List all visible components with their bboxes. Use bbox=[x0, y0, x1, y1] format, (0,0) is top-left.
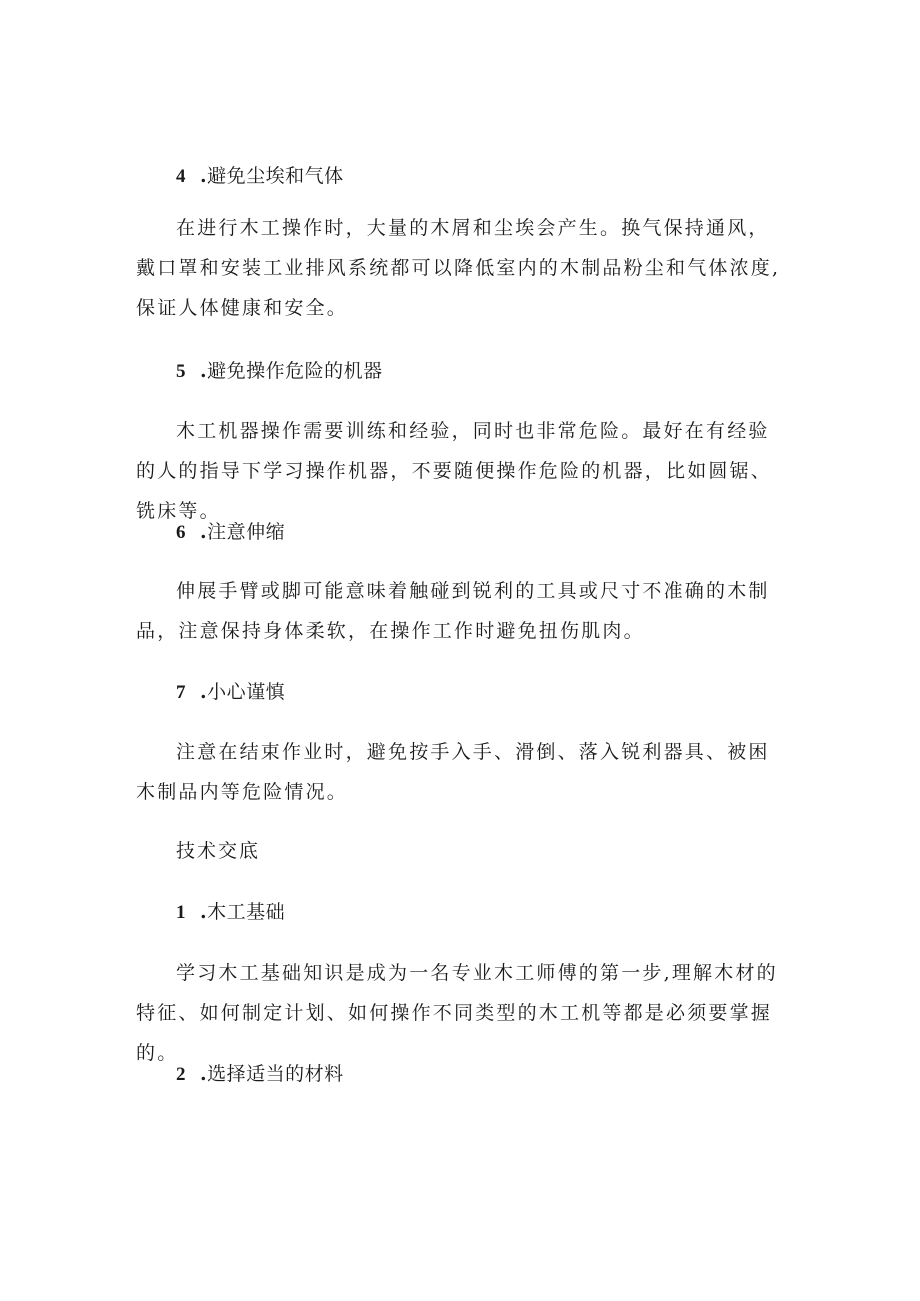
section-paragraph: 在进行木工操作时，大量的木屑和尘埃会产生。换气保持通风，戴口罩和安装工业排风系统都可以降低室内的木制品粉尘和气体浓度,保证人体健康和安全。 bbox=[136, 217, 781, 319]
section-paragraph: 伸展手臂或脚可能意味着触碰到锐利的工具或尺寸不准确的木制品，注意保持身体柔软，在操作工作时避免扭伤肌肉。 bbox=[136, 580, 770, 642]
section-heading bbox=[176, 680, 285, 705]
section-heading bbox=[176, 520, 285, 545]
section-title: 避免操作危险的机器 bbox=[207, 360, 383, 382]
section-title: 小心谨慎 bbox=[207, 681, 286, 703]
heading-dot: . bbox=[200, 901, 208, 923]
section-heading bbox=[176, 359, 383, 384]
section-number: 2 bbox=[176, 1064, 186, 1085]
heading-dot: . bbox=[200, 165, 208, 187]
section-number: 4 bbox=[176, 166, 186, 187]
section-number: 5 bbox=[176, 361, 186, 382]
section-title: 选择适当的材料 bbox=[207, 1063, 344, 1085]
section-paragraph: 木工机器操作需要训练和经验，同时也非常危险。最好在有经验的人的指导下学习操作机器，不要随便操作危险的机器，比如圆锯、铣床等。 bbox=[136, 420, 773, 522]
section-heading bbox=[176, 164, 344, 189]
section-paragraph: 注意在结束作业时，避免按手入手、滑倒、落入锐利器具、被困木制品内等危险情况。 bbox=[136, 741, 770, 803]
heading-dot: . bbox=[200, 360, 208, 382]
section-title: 木工基础 bbox=[207, 901, 286, 923]
section-number: 6 bbox=[176, 522, 186, 543]
section-title: 注意伸缩 bbox=[207, 521, 286, 543]
section-paragraph: 学习木工基础知识是成为一名专业木工师傅的第一步,理解木材的特征、如何制定计划、如何操作不同类型的木工机等都是必须要掌握的。 bbox=[136, 962, 778, 1064]
heading-dot: . bbox=[200, 1063, 208, 1085]
heading-dot: . bbox=[200, 681, 208, 703]
section-number: 1 bbox=[176, 902, 186, 923]
section-title: 避免尘埃和气体 bbox=[207, 165, 344, 187]
section-heading bbox=[176, 1062, 344, 1087]
heading-dot: . bbox=[200, 521, 208, 543]
section-number: 7 bbox=[176, 682, 186, 703]
subheading: 技术交底 bbox=[176, 840, 261, 862]
section-heading bbox=[176, 900, 285, 925]
